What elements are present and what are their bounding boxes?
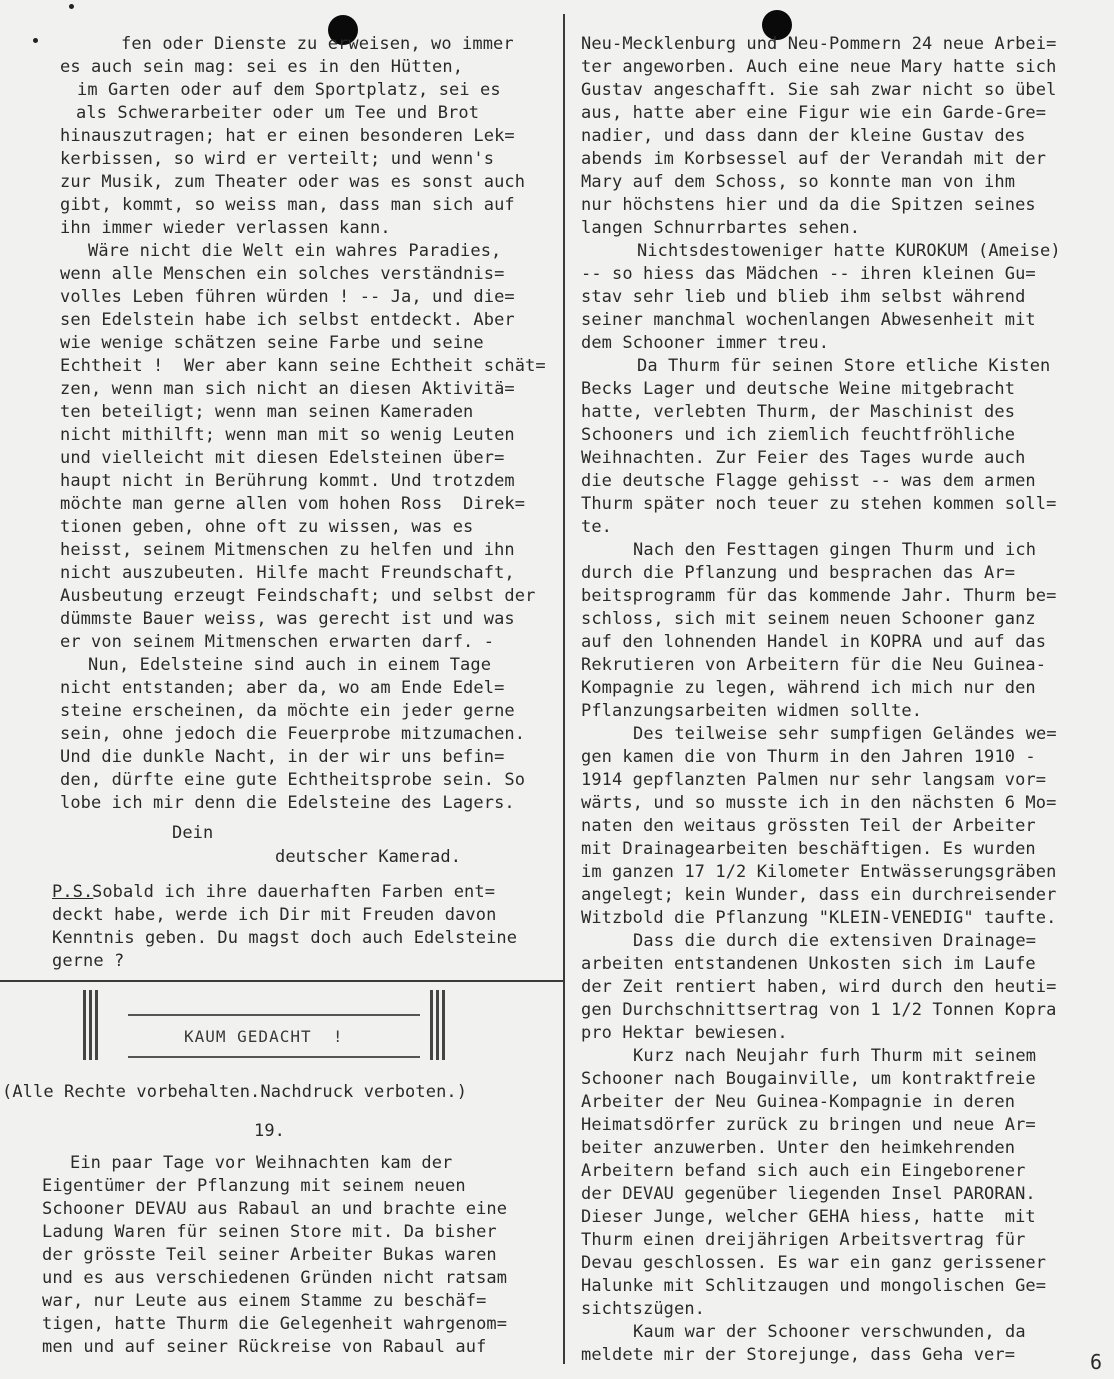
text-line: 1914 gepflanzten Palmen nur sehr langsam vor= <box>581 770 1047 790</box>
text-line: pro Hektar bewiesen. <box>581 1023 788 1043</box>
text-line: sichtszügen. <box>581 1299 706 1319</box>
text-line: zur Musik, zum Theater oder was es sonst auch <box>60 172 526 192</box>
closing-salutation: Dein <box>172 823 214 843</box>
text-line: Ein paar Tage vor Weihnachten kam der <box>70 1153 453 1173</box>
text-line: als Schwerarbeiter oder um Tee und Brot <box>76 103 480 123</box>
text-line: sen Edelstein habe ich selbst entdeckt. Aber <box>60 310 515 330</box>
text-line: naten den weitaus grössten Teil der Arbeiter <box>581 816 1036 836</box>
text-line: schloss, sich mit seinem neuen Schooner ganz <box>581 609 1036 629</box>
text-line: nicht auszubeuten. Hilfe macht Freundschaft, <box>60 563 515 583</box>
title-rule-top <box>128 1014 420 1016</box>
text-line: Kompagnie zu legen, während ich mich nur den <box>581 678 1036 698</box>
text-line: war, nur Leute aus einem Stamme zu beschäf= <box>42 1291 487 1311</box>
ink-dot <box>33 38 38 43</box>
text-line: der Zeit rentiert haben, wird durch den heuti= <box>581 977 1057 997</box>
text-line: dümmste Bauer weiss, was gerecht ist und was <box>60 609 515 629</box>
text-line: den, dürfte eine gute Echtheitsprobe sein. So <box>60 770 526 790</box>
text-line: ten beteiligt; wenn man seinen Kameraden <box>60 402 474 422</box>
text-line: wie wenige schätzen seine Farbe und seine <box>60 333 484 353</box>
text-line: Arbeitern befand sich auch ein Eingeborener <box>581 1161 1026 1181</box>
text-line: möchte man gerne allen vom hohen Ross Direk= <box>60 494 526 514</box>
text-line: Eigentümer der Pflanzung mit seinem neuen <box>42 1176 466 1196</box>
text-line: Dieser Junge, welcher GEHA hiess, hatte mit <box>581 1207 1036 1227</box>
text-line: auf den lohnenden Handel in KOPRA und auf das <box>581 632 1047 652</box>
text-line: fen oder Dienste zu erweisen, wo immer <box>121 34 514 54</box>
text-line: men und auf seiner Rückreise von Rabaul auf <box>42 1337 487 1357</box>
page-number: 6 <box>1090 1350 1103 1374</box>
text-line: Becks Lager und deutsche Weine mitgebracht <box>581 379 1016 399</box>
ink-dot <box>69 4 74 9</box>
postscript-label: P.S. <box>52 882 94 902</box>
text-line: Gustav angeschafft. Sie sah zwar nicht so übel <box>581 80 1057 100</box>
text-line: Schooners und ich ziemlich feuchtfröhliche <box>581 425 1016 445</box>
text-line: wenn alle Menschen ein solches verständnis= <box>60 264 505 284</box>
text-line: beiter anzuwerben. Unter den heimkehrenden <box>581 1138 1016 1158</box>
text-line: haupt nicht in Berührung kommt. Und trotzdem <box>60 471 515 491</box>
text-line: der grösste Teil seiner Arbeiter Bukas waren <box>42 1245 497 1265</box>
text-line: gen Durchschnittsertrag von 1 1/2 Tonnen Kopra <box>581 1000 1057 1020</box>
title-ornament-left <box>83 990 99 1060</box>
text-line: langen Schnurrbartes sehen. <box>581 218 861 238</box>
text-line: hatte, verlebten Thurm, der Maschinist des <box>581 402 1016 422</box>
text-line: tionen geben, ohne oft zu wissen, was es <box>60 517 474 537</box>
postscript-line: deckt habe, werde ich Dir mit Freuden davon <box>52 905 497 925</box>
text-line: te. <box>581 517 613 537</box>
text-line: im Garten oder auf dem Sportplatz, sei es <box>77 80 501 100</box>
text-line: ihn immer wieder verlassen kann. <box>60 218 391 238</box>
text-line: aus, hatte aber eine Figur wie ein Garde-Gre= <box>581 103 1047 123</box>
text-line: Schooner nach Bougainville, um kontraktfreie <box>581 1069 1036 1089</box>
text-line: abends im Korbsessel auf der Verandah mit der <box>581 149 1047 169</box>
text-line: tigen, hatte Thurm die Gelegenheit wahrgenom= <box>42 1314 508 1334</box>
text-line: es auch sein mag: sei es in den Hütten, <box>60 57 464 77</box>
text-line: angelegt; kein Wunder, dass ein durchreisender <box>581 885 1057 905</box>
text-line: beitsprogramm für das kommende Jahr. Thurm be= <box>581 586 1057 606</box>
text-line: dem Schooner immer treu. <box>581 333 830 353</box>
chapter-number: 19. <box>254 1121 286 1141</box>
text-line: volles Leben führen würden ! -- Ja, und die= <box>60 287 515 307</box>
text-line: Weihnachten. Zur Feier des Tages wurde auch <box>581 448 1026 468</box>
text-line: Devau geschlossen. Es war ein ganz gerissener <box>581 1253 1047 1273</box>
text-line: Pflanzungsarbeiten widmen sollte. <box>581 701 923 721</box>
text-line: wärts, und so musste ich in den nächsten 6 Mo= <box>581 793 1057 813</box>
column-divider <box>563 14 565 1364</box>
text-line: Halunke mit Schlitzaugen und mongolischen Ge= <box>581 1276 1047 1296</box>
text-line: Und die dunkle Nacht, in der wir uns befin= <box>60 747 505 767</box>
text-line: Kurz nach Neujahr furh Thurm mit seinem <box>633 1046 1037 1066</box>
rights-notice: (Alle Rechte vorbehalten.Nachdruck verboten.) <box>2 1082 468 1102</box>
title-ornament-right <box>430 990 446 1060</box>
text-line: heisst, seinem Mitmenschen zu helfen und ihn <box>60 540 515 560</box>
text-line: Schooner DEVAU aus Rabaul an und brachte eine <box>42 1199 508 1219</box>
text-line: nicht mithilft; wenn man mit so wenig Leuten <box>60 425 515 445</box>
text-line: arbeiten entstandenen Unkosten sich im Laufe <box>581 954 1036 974</box>
title-rule-bottom <box>128 1056 420 1058</box>
text-line: gibt, kommt, so weiss man, dass man sich auf <box>60 195 515 215</box>
story-title: KAUM GEDACHT ! <box>184 1027 344 1046</box>
text-line: die deutsche Flagge gehisst -- was dem armen <box>581 471 1036 491</box>
text-line: Kaum war der Schooner verschwunden, da <box>633 1322 1026 1342</box>
text-line: er von seinem Mitmenschen erwarten darf. - <box>60 632 495 652</box>
text-line: Dass die durch die extensiven Drainage= <box>633 931 1037 951</box>
text-line: Da Thurm für seinen Store etliche Kisten <box>637 356 1051 376</box>
text-line: hinauszutragen; hat er einen besonderen Lek= <box>60 126 515 146</box>
text-line: Nach den Festtagen gingen Thurm und ich <box>633 540 1037 560</box>
text-line: meldete mir der Storejunge, dass Geha ver= <box>581 1345 1016 1365</box>
text-line: kerbissen, so wird er verteilt; und wenn's <box>60 149 495 169</box>
text-line: und es aus verschiedenen Gründen nicht ratsam <box>42 1268 508 1288</box>
text-line: Thurm später noch teuer zu stehen kommen soll= <box>581 494 1057 514</box>
text-line: steine erscheinen, da möchte ein jeder gerne <box>60 701 515 721</box>
closing-signature: deutscher Kamerad. <box>275 847 462 867</box>
text-line: -- so hiess das Mädchen -- ihren kleinen Gu= <box>581 264 1036 284</box>
text-line: stav sehr lieb und blieb ihm selbst während <box>581 287 1026 307</box>
text-line: nicht entstanden; aber da, wo am Ende Edel= <box>60 678 505 698</box>
text-line: gen kamen die von Thurm in den Jahren 1910 - <box>581 747 1036 767</box>
text-line: seiner manchmal wochenlangen Abwesenheit mit <box>581 310 1036 330</box>
text-line: Mary auf dem Schoss, so konnte man von ihm <box>581 172 1016 192</box>
text-line: und vielleicht mit diesen Edelsteinen über= <box>60 448 505 468</box>
text-line: sein, ohne jedoch die Feuerprobe mitzumachen. <box>60 724 526 744</box>
text-line: Des teilweise sehr sumpfigen Geländes we= <box>633 724 1057 744</box>
text-line: Rekrutieren von Arbeitern für die Neu Guinea- <box>581 655 1047 675</box>
section-divider <box>0 980 563 982</box>
text-line: ter angeworben. Auch eine neue Mary hatte sich <box>581 57 1057 77</box>
postscript-line: Sobald ich ihre dauerhaften Farben ent= <box>92 882 496 902</box>
text-line: Heimatsdörfer zurück zu bringen und neue Ar= <box>581 1115 1036 1135</box>
text-line: Echtheit ! Wer aber kann seine Echtheit schät= <box>60 356 546 376</box>
text-line: Wäre nicht die Welt ein wahres Paradies, <box>88 241 502 261</box>
text-line: Neu-Mecklenburg und Neu-Pommern 24 neue Arbei= <box>581 34 1057 54</box>
postscript-line: gerne ? <box>52 951 125 971</box>
text-line: mit Drainagearbeiten beschäftigen. Es wurden <box>581 839 1036 859</box>
text-line: Ladung Waren für seinen Store mit. Da bisher <box>42 1222 497 1242</box>
text-line: Thurm einen dreijährigen Arbeitsvertrag für <box>581 1230 1026 1250</box>
text-line: Ausbeutung erzeugt Feindschaft; und selbst der <box>60 586 536 606</box>
text-line: Nun, Edelsteine sind auch in einem Tage <box>88 655 492 675</box>
text-line: Witzbold die Pflanzung "KLEIN-VENEDIG" taufte. <box>581 908 1057 928</box>
text-line: Arbeiter der Neu Guinea-Kompagnie in deren <box>581 1092 1016 1112</box>
text-line: nadier, und dass dann der kleine Gustav des <box>581 126 1026 146</box>
text-line: durch die Pflanzung und besprachen das Ar= <box>581 563 1016 583</box>
text-line: der DEVAU gegenüber liegenden Insel PARORAN. <box>581 1184 1036 1204</box>
text-line: nur höchstens hier und da die Spitzen seines <box>581 195 1036 215</box>
postscript-line: Kenntnis geben. Du magst doch auch Edelsteine <box>52 928 518 948</box>
text-line: Nichtsdestoweniger hatte KUROKUM (Ameise) <box>637 241 1061 261</box>
text-line: lobe ich mir denn die Edelsteine des Lagers. <box>60 793 515 813</box>
text-line: im ganzen 17 1/2 Kilometer Entwässerungsgräben <box>581 862 1057 882</box>
text-line: zen, wenn man sich nicht an diesen Aktivitä= <box>60 379 515 399</box>
